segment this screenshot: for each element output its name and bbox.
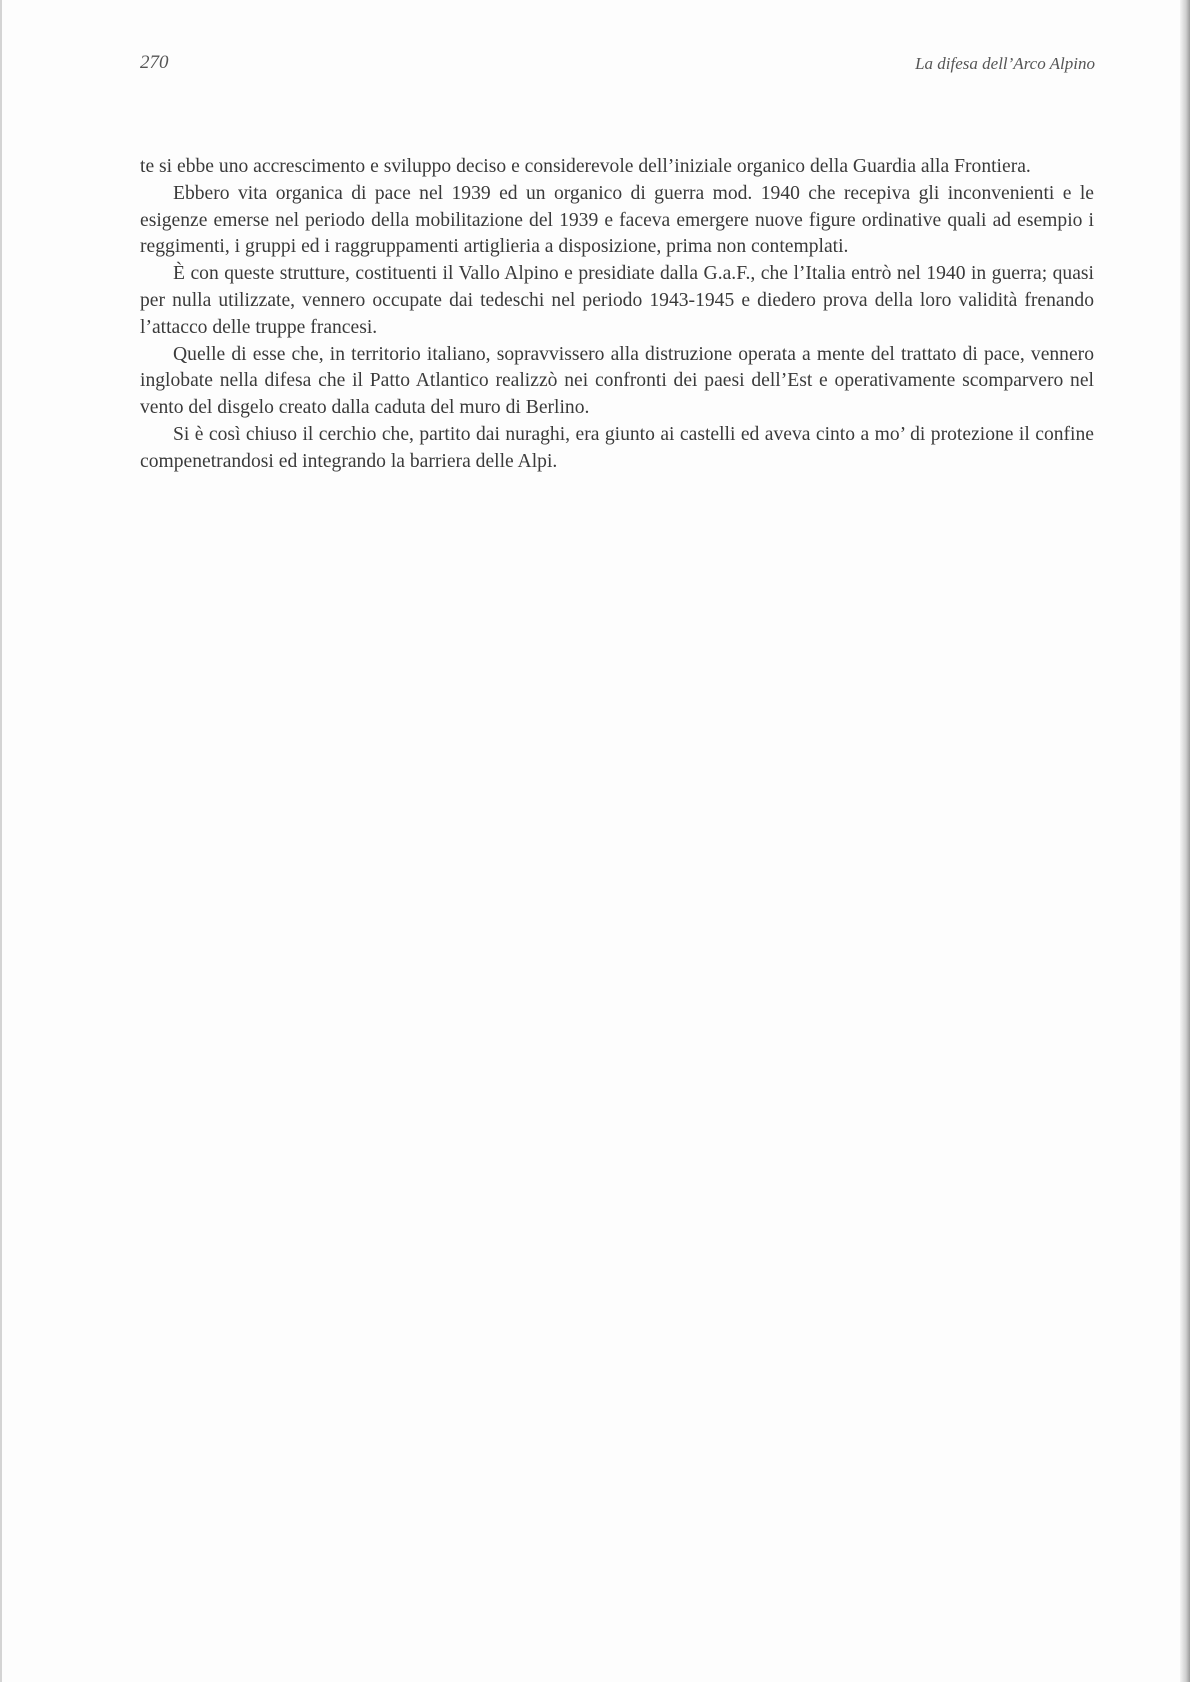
page-binding-shadow xyxy=(1180,0,1190,1682)
body-text xyxy=(140,154,1094,476)
paragraph: Ebbero vita organica di pace nel 1939 ed un organico di guerra mod. 1940 che recepiva gli inconvenienti e le esigenze emerse nel periodo della mobilitazione del 1939 e faceva emergere nuove figure ordinative quali ad esempio i reggimenti, i gruppi ed i raggruppamenti artiglieria a disposizione, prima non contemplati. xyxy=(140,182,1094,258)
page-left-edge xyxy=(0,0,2,1682)
paragraph: Si è così chiuso il cerchio che, partito dai nuraghi, era giunto ai castelli ed aveva cinto a mo’ di protezione il confine compenetrandosi ed integrando la barriera delle Alpi. xyxy=(140,423,1094,472)
page-number: 270 xyxy=(140,52,169,73)
paragraph: Quelle di esse che, in territorio italiano, sopravvissero alla distruzione operata a mente del trattato di pace, vennero inglobate nella difesa che il Patto Atlantico realizzò nei confronti dei paesi dell’Est e operativamente scomparvero nel vento del disgelo creato dalla caduta del muro di Berlino. xyxy=(140,343,1094,419)
paragraph-continuation: te si ebbe uno accrescimento e sviluppo deciso e considerevole dell’iniziale organico della Guardia alla Frontiera. xyxy=(140,156,1031,177)
running-header xyxy=(140,52,1095,78)
paragraph: È con queste strutture, costituenti il Vallo Alpino e presidiate dalla G.a.F., che l’Italia entrò nel 1940 in guerra; quasi per nulla utilizzate, vennero occupate dai tedeschi nel periodo 1943-1945 e diedero prova della loro validità frenando l’attacco delle truppe francesi. xyxy=(140,263,1094,338)
running-title: La difesa dell’Arco Alpino xyxy=(915,54,1095,73)
